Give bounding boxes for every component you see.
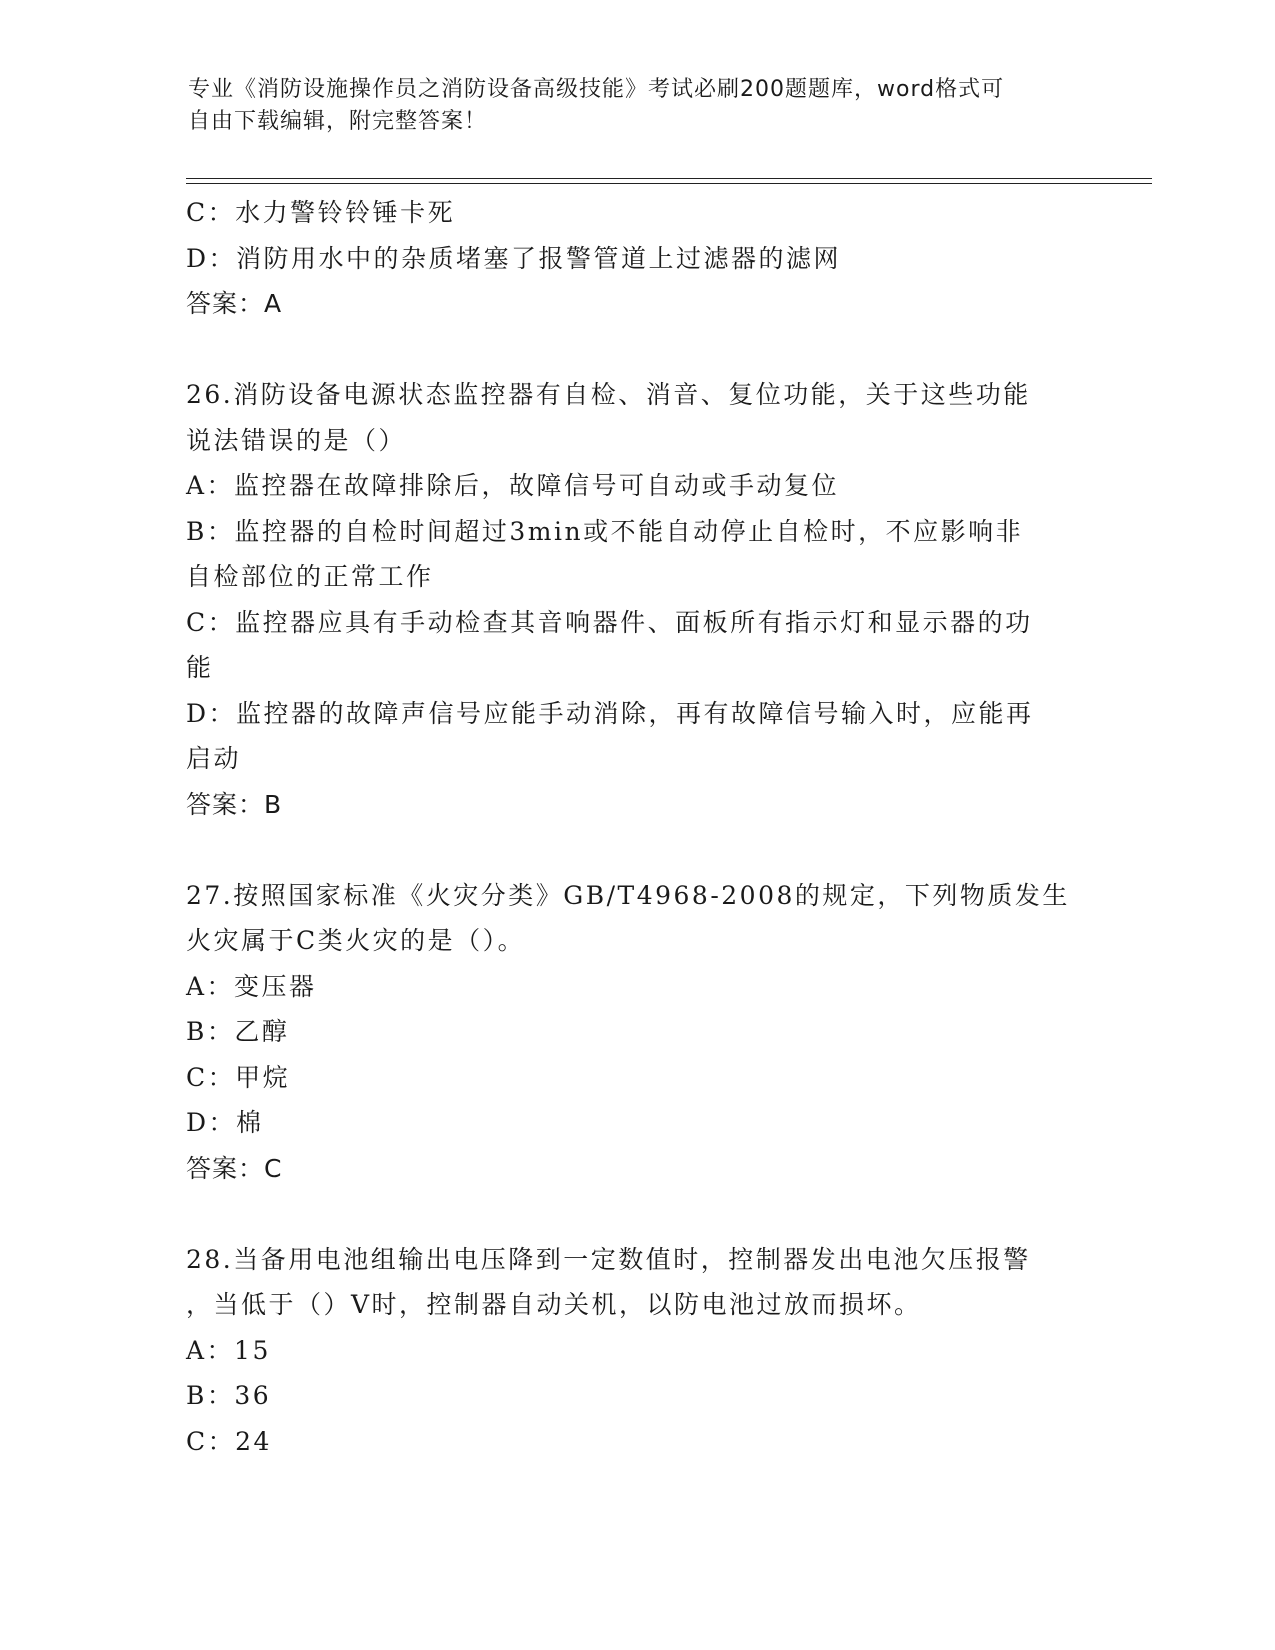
option-b: B：监控器的自检时间超过3min或不能自动停止自检时，不应影响非 bbox=[186, 516, 1024, 546]
answer-line: 答案：A bbox=[186, 289, 283, 318]
option-b: B：乙醇 bbox=[186, 1017, 290, 1046]
option-a: A：变压器 bbox=[186, 971, 317, 1001]
spacer bbox=[186, 827, 1086, 873]
question-stem-cont: 说法错误的是（） bbox=[186, 425, 407, 455]
option-c: C：监控器应具有手动检查其音响器件、面板所有指示灯和显示器的功 bbox=[186, 607, 1033, 637]
question-26 bbox=[186, 372, 1086, 827]
question-list bbox=[186, 190, 1086, 1464]
question-25-tail bbox=[186, 190, 1086, 327]
question-27 bbox=[186, 873, 1086, 1192]
question-stem: 27.按照国家标准《火灾分类》GB/T4968-2008的规定，下列物质发生 bbox=[186, 880, 1070, 910]
spacer bbox=[186, 1191, 1086, 1237]
option-a: A：15 bbox=[186, 1335, 271, 1365]
option-d-cont: 启动 bbox=[186, 744, 242, 773]
header-rule-top bbox=[186, 178, 1152, 179]
option-d: D：消防用水中的杂质堵塞了报警管道上过滤器的滤网 bbox=[186, 243, 842, 273]
header-line-1: 专业《消防设施操作员之消防设备高级技能》考试必刷200题题库，word格式可 bbox=[188, 77, 1005, 102]
question-stem-cont: ，当低于（）V时，控制器自动关机，以防电池过放而损坏。 bbox=[186, 1290, 922, 1319]
spacer bbox=[186, 327, 1086, 373]
document-header bbox=[188, 74, 1088, 138]
option-c: C：水力警铃铃锤卡死 bbox=[186, 198, 456, 227]
option-c-cont: 能 bbox=[186, 653, 214, 682]
question-stem-cont: 火灾属于C类火灾的是（）。 bbox=[186, 926, 526, 955]
option-a: A：监控器在故障排除后，故障信号可自动或手动复位 bbox=[186, 471, 840, 500]
option-d: D：棉 bbox=[186, 1108, 264, 1137]
option-b-cont: 自检部位的正常工作 bbox=[186, 562, 434, 591]
header-line-2: 自由下载编辑，附完整答案！ bbox=[188, 109, 488, 134]
answer-line: 答案：C bbox=[186, 1153, 283, 1183]
option-c: C：甲烷 bbox=[186, 1062, 291, 1092]
option-b: B：36 bbox=[186, 1381, 272, 1410]
question-28 bbox=[186, 1237, 1086, 1465]
question-stem: 26.消防设备电源状态监控器有自检、消音、复位功能，关于这些功能 bbox=[186, 380, 1031, 409]
answer-line: 答案：B bbox=[186, 789, 283, 819]
header-rule-bottom bbox=[186, 183, 1152, 184]
option-c: C：24 bbox=[186, 1426, 272, 1456]
option-d: D：监控器的故障声信号应能手动消除，再有故障信号输入时，应能再 bbox=[186, 698, 1034, 728]
question-stem: 28.当备用电池组输出电压降到一定数值时，控制器发出电池欠压报警 bbox=[186, 1244, 1031, 1274]
